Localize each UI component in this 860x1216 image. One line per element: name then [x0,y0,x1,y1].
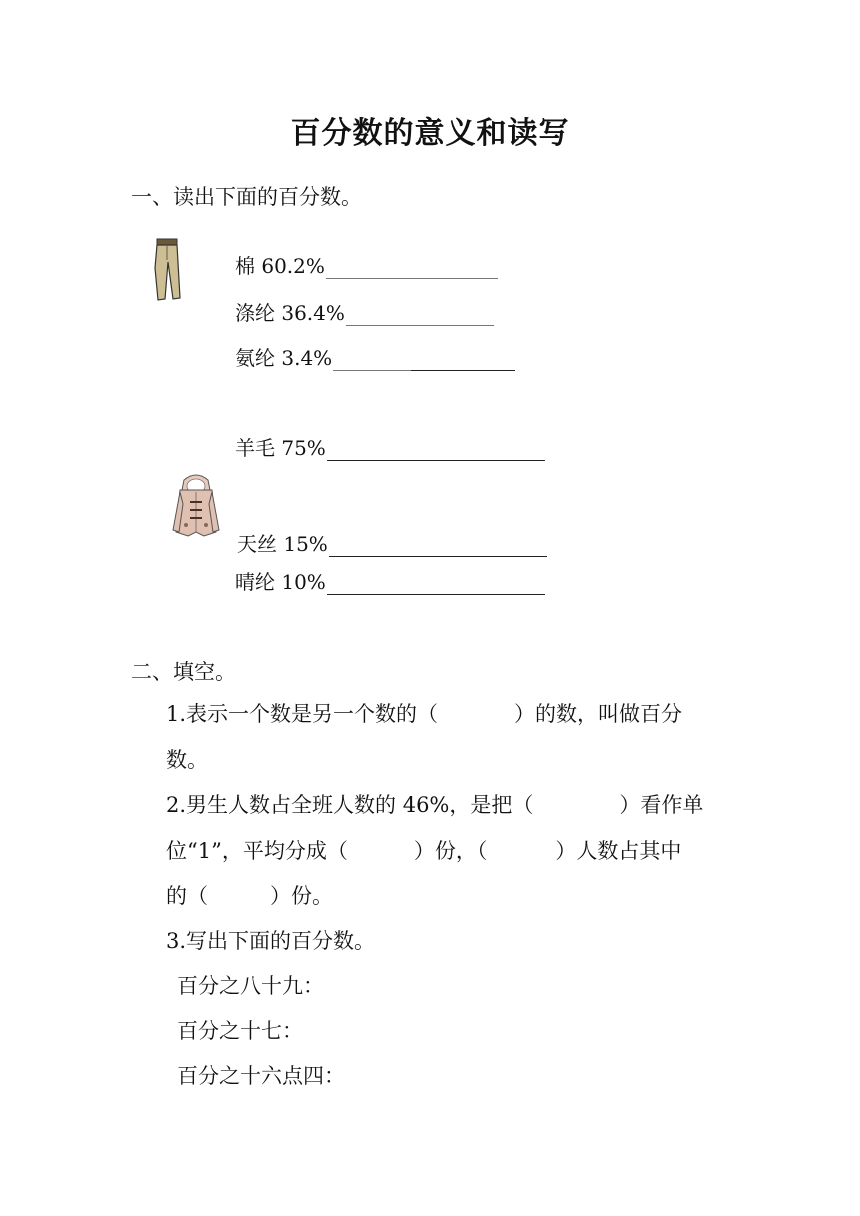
coat-icon [170,470,222,540]
item-label: 晴纶 10% [235,570,326,594]
pants-item-polyester [235,297,494,326]
answer-blank[interactable] [329,536,547,557]
question-3-item-3: 百分之十六点四： [177,1064,345,1088]
question-1-line-2: 数。 [166,748,208,772]
item-label: 羊毛 75% [235,436,326,460]
question-text: ）份，（ [413,839,488,863]
answer-blank[interactable] [326,258,498,279]
question-text: 位“1”，平均分成（ [166,839,348,863]
coat-item-acrylic [235,566,545,595]
pants-item-cotton [235,250,498,279]
section-1-heading: 一、读出下面的百分数。 [131,185,362,209]
answer-blank[interactable] [346,305,494,326]
section-2-heading: 二、填空。 [131,660,236,684]
question-3-item-1: 百分之八十九： [177,974,324,998]
question-text: ）的数，叫做百分 [514,702,683,726]
question-text: 的（ [166,884,208,908]
question-3-item-2: 百分之十七： [177,1019,303,1043]
coat-item-tencel [237,528,547,557]
item-label: 氨纶 3.4% [235,346,333,370]
item-label: 涤纶 36.4% [235,301,345,325]
answer-blank-extension [411,350,515,371]
question-text: 1.表示一个数是另一个数的（ [166,702,439,726]
question-2-line-1 [166,782,703,828]
answer-blank[interactable] [327,574,545,595]
answer-blank[interactable] [327,440,545,461]
question-2-line-3 [166,873,333,919]
question-1-line-1 [166,691,682,737]
page-title: 百分数的意义和读写 [290,116,570,151]
answer-blank[interactable] [333,350,411,371]
pants-item-spandex [235,342,515,371]
question-text: ）份。 [270,884,333,908]
question-3: 3.写出下面的百分数。 [166,929,376,953]
question-text: ）人数占其中 [555,839,682,863]
coat-item-wool [235,432,545,461]
question-text: 2.男生人数占全班人数的 46%，是把（ [166,793,534,817]
item-label: 天丝 15% [237,532,328,556]
pants-icon [150,238,184,302]
item-label: 棉 60.2% [235,254,325,278]
question-text: ）看作单 [619,793,704,817]
question-2-line-2 [166,828,681,874]
